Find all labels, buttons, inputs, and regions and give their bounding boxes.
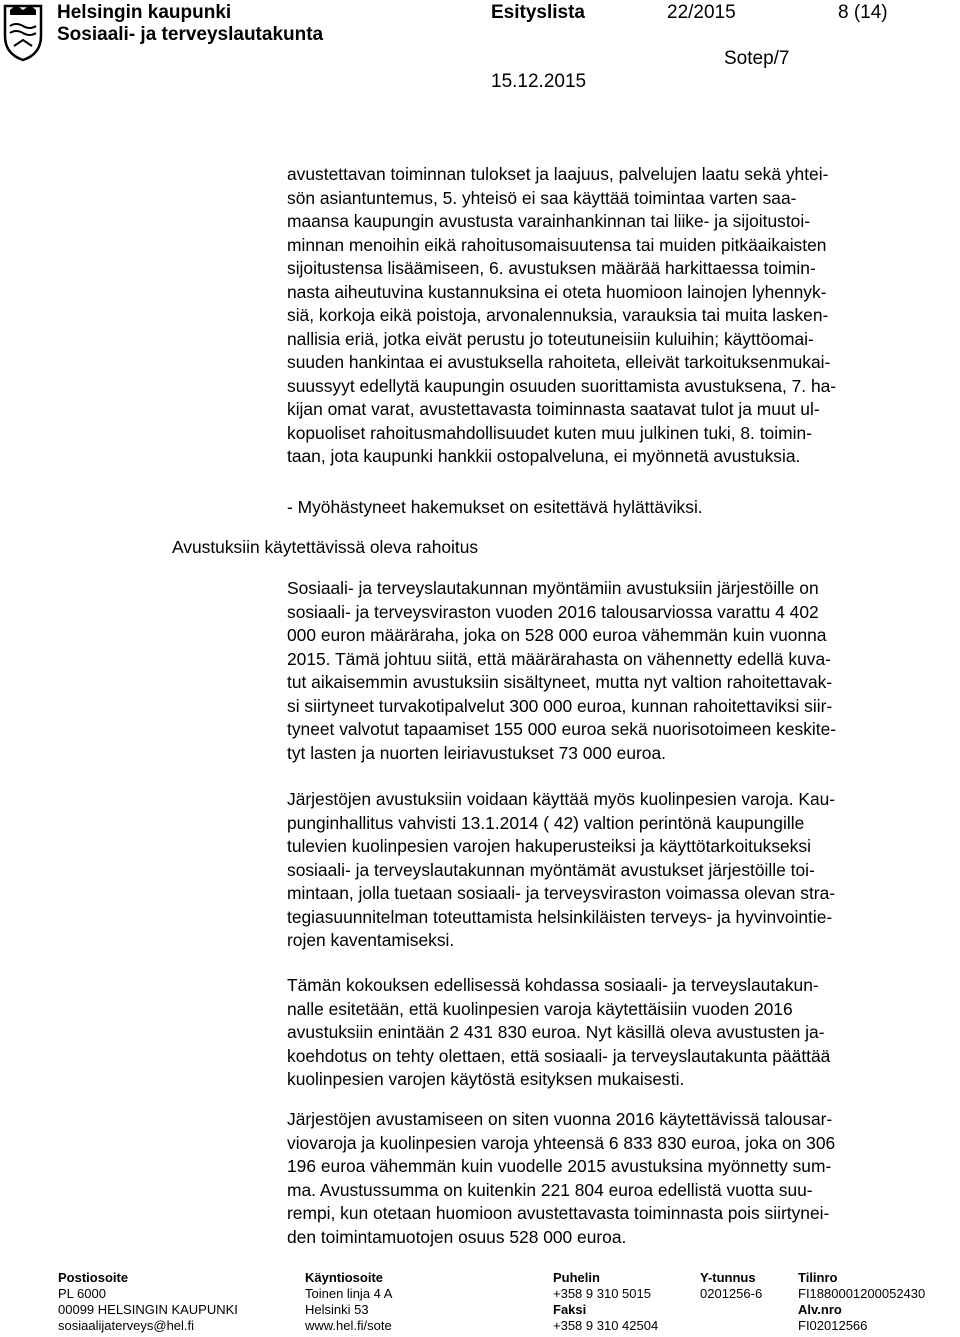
board-name: Sosiaali- ja terveyslautakunta (57, 24, 324, 45)
footer-business-id: Y-tunnus 0201256-6 (700, 1270, 763, 1301)
paragraph: - Myöhästyneet hakemukset on esitettävä hylättäviksi. (287, 497, 703, 517)
paragraph: Järjestöjen avustuksiin voidaan käyttää myös kuolinpesien varoja. Kau- punginhallitus vahvisti 13.1.2014 ( 42) valtion perintönä kaupungille tulevien kuolinpesien varojen hakuperusteiksi ja käyttötarkoitukseksi sosiaali- ja terveyslautakunnan myöntämät avustukset järjestöille toi- mintaan, jolla tuetaan sosiaali- ja terveysviraston voimassa olevan stra- tegiasuunnitelman toteuttamista helsinkiläisten terveys- ja hyvinvointie- rojen kaventamiseksi. (287, 789, 836, 950)
paragraph: avustettavan toiminnan tulokset ja laajuus, palvelujen laatu sekä yhtei- sön asiantuntemus, 5. yhteisö ei saa käyttää toimintaa varten saa- maansa kaupungin avustusta varainhankinnan tai liike- ja sijoitustoi- minnan menoihin eikä rahoitusomaisuutensa tai muiden pitkäaikaisten sijoitustensa lisäämiseen, 6. avustuksen määrää harkittaessa toimin- nasta aiheutuvina kustannuksina ei oteta huomioon lainojen lyhennyk- siä, korkoja eikä poistoja, arvonalennuksia, varauksia tai muita lasken- nallisia eriä, jotka eivät perustu jo toteutuneisiin kuluihin; käyttöomai- suuden hankintaa ei avustuksella rahoiteta, elleivät tarkoituksenmukai- suussyyt edellytä kaupungin osuuden suorittamista avustuksena, 7. ha- kijan omat varat, avustettavasta toiminnasta saatavat tulot ja muut ul- kopuoliset rahoitusmahdollisuudet kuten muu julkinen tuki, 8. toimin- taan, jota kaupunki hankkii ostopalveluna, ei myönnetä avustuksia. (287, 164, 837, 466)
paragraph: Järjestöjen avustamiseen on siten vuonna 2016 käytettävissä talousar- viovaroja ja kuolinpesien varoja yhteensä 6 833 830 euroa, joka on 306 196 euroa vähemmän kuin vuodelle 2015 avustuksina myönnetty sum- ma. Avustussumma on kuitenkin 221 804 euroa edellistä vuotta suu- rempi, kun otetaan huomioon avustettavasta toiminnasta pois siirtynei- den toimintamuotojen osuus 528 000 euroa. (287, 1109, 836, 1247)
helsinki-crest-icon (2, 2, 44, 62)
footer-website: www.hel.fi/sote (305, 1318, 392, 1333)
footer-phone: Puhelin +358 9 310 5015 Faksi +358 9 310 42504 (553, 1270, 659, 1333)
document-number: 22/2015 (667, 2, 736, 23)
paragraph: Tämän kokouksen edellisessä kohdassa sosiaali- ja terveyslautakun- nalle esitetään, että kuolinpesien varoja käytettäisiin vuoden 2016 avustuksiin enintään 2 431 830 euroa. Nyt käsillä oleva avustusten ja- koehdotus on tehty olettaen, että sosiaali- ja terveyslautakunta päättää kuolinpesien varojen käytöstä esityksen mukaisesti. (287, 975, 831, 1089)
paragraph: Sosiaali- ja terveyslautakunnan myöntämiin avustuksiin järjestöille on sosiaali- ja terveysviraston vuoden 2016 talousarviossa varattu 4 402 000 euron määräraha, joka on 528 000 euroa vähemmän kuin vuonna 2015. Tämä johtuu siitä, että määrärahasta on vähennetty edellä kuva- tut aikaisemmin avustuksiin sisältyneet, mutta nyt valtion rahoitettavak- si siirtyneet turvakotipalvelut 300 000 euroa, kunnan rahoitettaviksi siir- tyneet valvotut tapaamiset 155 000 euroa sekä nuorisotoimeen keskite- tyt lasten ja nuorten leiriavustukset 73 000 euroa. (287, 578, 837, 763)
document-date: 15.12.2015 (491, 71, 587, 92)
organization-name: Helsingin kaupunki (57, 2, 232, 23)
footer-postal-address: Postiosoite PL 6000 00099 HELSINGIN KAUPUNKI sosiaalijaterveys@hel.fi (58, 1270, 238, 1333)
section-heading: Avustuksiin käytettävissä oleva rahoitus (172, 537, 479, 557)
document-type: Esityslista (491, 2, 585, 23)
footer-account: Tilinro FI1880001200052430 Alv.nro FI02012566 (798, 1270, 926, 1333)
page-number: 8 (14) (838, 2, 888, 23)
footer-visiting-address: Käyntiosoite Toinen linja 4 A Helsinki 53 www.hel.fi/sote (305, 1270, 393, 1333)
section-code: Sotep/7 (724, 48, 790, 69)
footer-email: sosiaalijaterveys@hel.fi (58, 1318, 195, 1333)
